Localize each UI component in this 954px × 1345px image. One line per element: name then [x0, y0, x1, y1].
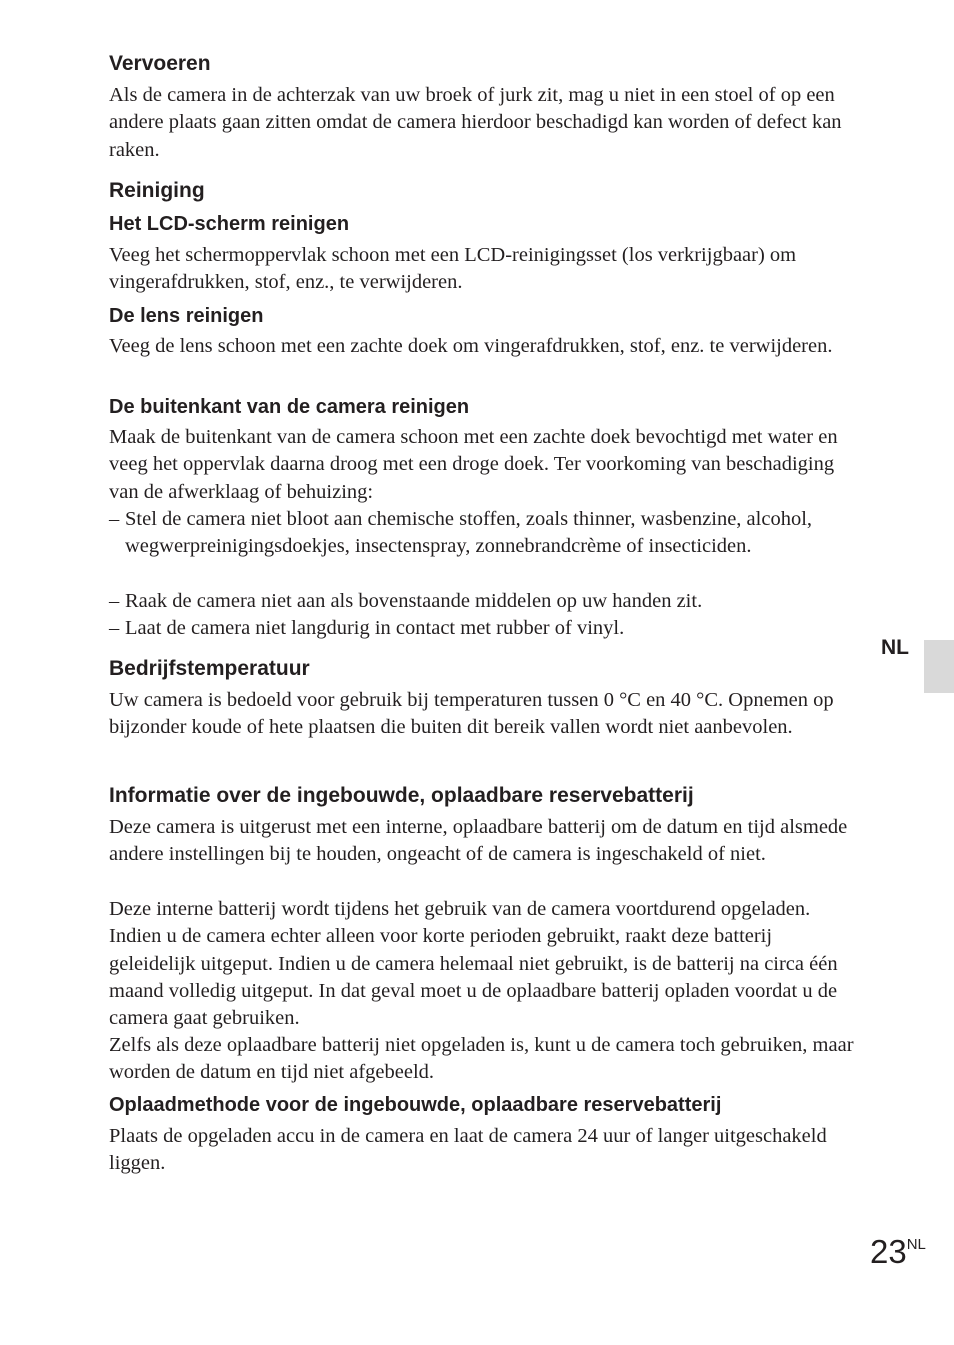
heading-reiniging: Reiniging: [109, 179, 205, 202]
subheading-oplaadmethode: Oplaadmethode voor de ingebouwde, oplaadbare reservebatterij: [109, 1094, 722, 1116]
list-item: Laat de camera niet langdurig in contact met rubber of vinyl.: [125, 617, 625, 639]
text-oplaadmethode: Plaats de opgeladen accu in de camera en laat de camera 24 uur of langer uitgeschakeld liggen.: [109, 1125, 827, 1175]
text-temperatuur: Uw camera is bedoeld voor gebruik bij temperaturen tussen 0 °C en 40 °C. Opnemen op bijzonder koude of hete plaatsen die buiten dit bereik vallen wordt niet aanbevolen.: [109, 689, 834, 739]
bullet-dash: –: [109, 590, 120, 612]
page-number-suffix: NL: [906, 1236, 926, 1253]
subheading-outside: De buitenkant van de camera reinigen: [109, 396, 470, 418]
heading-temperatuur: Bedrijfstemperatuur: [109, 657, 310, 680]
text-vervoeren: Als de camera in de achterzak van uw broek of jurk zit, mag u niet in een stoel of op een andere plaats gaan zitten omdat de camera hierdoor beschadigd kan worden of defect kan raken.: [109, 84, 842, 161]
text-lcd: Veeg het schermoppervlak schoon met een LCD-reinigingsset (los verkrijgbaar) om vingerafdrukken, stof, enz., te verwijderen.: [109, 244, 797, 294]
bullet-dash: –: [109, 508, 120, 530]
text-batterij-2: Deze interne batterij wordt tijdens het gebruik van de camera voortdurend opgeladen. Indien u de camera echter alleen voor korte perioden gebruikt, raakt deze batterij geleidelijk uitgeput. Indien u de camera helemaal niet gebruikt, is de batterij na circa één maand volledig uitgeput. In dat geval moet u de oplaadbare batterij opladen voordat u de camera gaat gebruiken.: [109, 898, 838, 1030]
subheading-lcd: Het LCD-scherm reinigen: [109, 213, 350, 235]
page-number-value: 23: [870, 1233, 907, 1270]
language-label: NL: [881, 636, 909, 659]
subheading-lens: De lens reinigen: [109, 305, 264, 327]
list-item: Raak de camera niet aan als bovenstaande middelen op uw handen zit.: [125, 590, 703, 612]
text-lens: Veeg de lens schoon met een zachte doek om vingerafdrukken, stof, enz. te verwijderen.: [109, 335, 833, 357]
bullet-dash: –: [109, 617, 120, 639]
list-item: Stel de camera niet bloot aan chemische stoffen, zoals thinner, wasbenzine, alcohol, wegwerpreinigingsdoekjes, insectenspray, zonnebrandcrème of insecticiden.: [125, 508, 813, 558]
text-batterij-1: Deze camera is uitgerust met een interne, oplaadbare batterij om de datum en tijd alsmede andere instellingen bij te houden, ongeacht of de camera is ingeschakeld of niet.: [109, 816, 848, 866]
heading-vervoeren: Vervoeren: [109, 52, 211, 75]
section-tab: [924, 640, 954, 693]
page-number: [870, 1235, 926, 1268]
heading-batterij: Informatie over de ingebouwde, oplaadbare reservebatterij: [109, 784, 694, 807]
text-outside: Maak de buitenkant van de camera schoon met een zachte doek bevochtigd met water en veeg het oppervlak daarna droog met een droge doek. Ter voorkoming van beschadiging van de afwerklaag of behuizing:: [109, 426, 838, 503]
text-batterij-3: Zelfs als deze oplaadbare batterij niet opgeladen is, kunt u de camera toch gebruiken, maar worden de datum en tijd niet afgebeeld.: [109, 1034, 854, 1084]
